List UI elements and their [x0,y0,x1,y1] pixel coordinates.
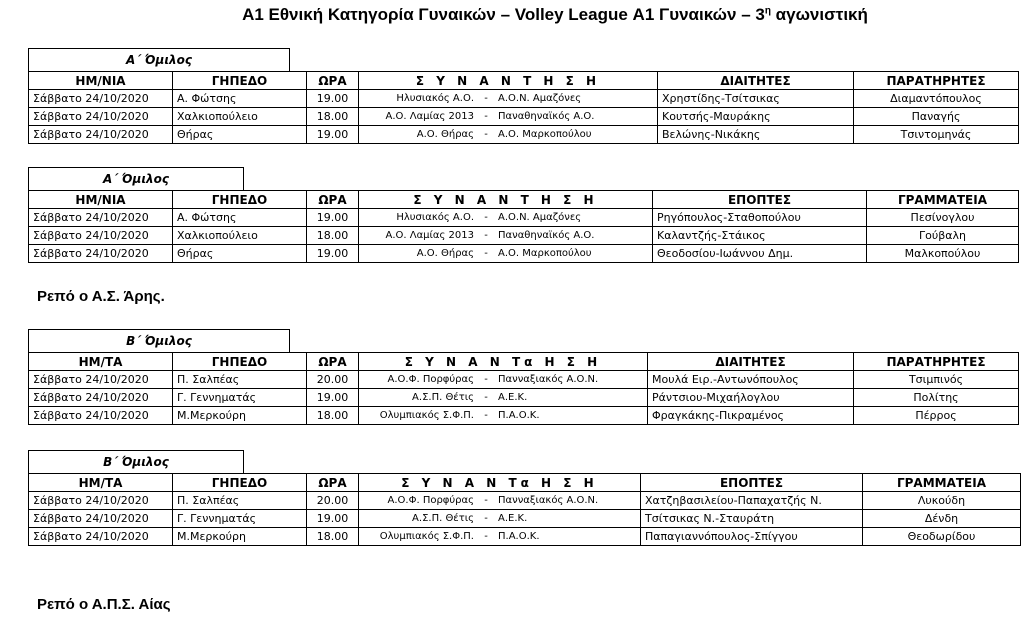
table-row [29,245,1019,263]
extra-cell: Πεσίνογλου [867,209,1019,227]
header-venue: ΓΗΠΕΔΟ [173,474,307,492]
match-separator: - [484,212,488,223]
header-date: ΗΜ/ΝΙΑ [29,72,173,90]
extra-cell: Τσιμπινός [854,371,1019,389]
header-venue: ΓΗΠΕΔΟ [173,191,307,209]
home-team: Α.Ο. Λαμίας 2013 [385,230,474,241]
away-team: Α.Ο.Ν. Αμαζόνες [498,212,582,223]
match-cell [359,407,648,425]
header-match: Σ Υ Ν Α Ν Τα Η Σ Η [359,353,648,371]
header-date: ΗΜ/ΤΑ [29,474,173,492]
time-cell: 19.00 [307,90,359,108]
time-cell: 19.00 [307,389,359,407]
time-cell: 19.00 [307,510,359,528]
header-venue: ΓΗΠΕΔΟ [173,353,307,371]
match-separator: - [484,513,488,524]
header-extra: ΓΡΑΜΜΑΤΕΙΑ [867,191,1019,209]
officials-cell: Μουλά Ειρ.-Αντωνόπουλος [648,371,854,389]
officials-cell: Βελώνης-Νικάκης [658,126,854,144]
time-cell: 20.00 [307,492,359,510]
match-separator: - [484,531,488,542]
date-cell: Σάββατο 24/10/2020 [29,407,173,425]
match-separator: - [484,248,488,259]
table-row [29,389,1019,407]
schedule-table [28,71,1019,144]
date-cell: Σάββατο 24/10/2020 [29,245,173,263]
venue-cell: Γ. Γεννηματάς [173,389,307,407]
officials-cell: Τσίτσικας Ν.-Σταυράτη [641,510,863,528]
header-extra: ΠΑΡΑΤΗΡΗΤΕΣ [854,72,1019,90]
date-cell: Σάββατο 24/10/2020 [29,389,173,407]
venue-cell: Θήρας [173,126,307,144]
document-title [0,5,1024,25]
time-cell: 18.00 [307,108,359,126]
header-officials: ΕΠΟΠΤΕΣ [641,474,863,492]
table-row [29,528,1021,546]
date-cell: Σάββατο 24/10/2020 [29,227,173,245]
extra-cell: Γούβαλη [867,227,1019,245]
home-team: Ηλυσιακός Α.Ο. [396,212,474,223]
table-row [29,371,1019,389]
date-cell: Σάββατο 24/10/2020 [29,510,173,528]
venue-cell: Χαλκιοπούλειο [173,227,307,245]
extra-cell: Πολίτης [854,389,1019,407]
table-row [29,108,1019,126]
home-team: Α.Ο. Λαμίας 2013 [385,111,474,122]
away-team: Α.Ο. Μαρκοπούλου [498,129,592,140]
venue-cell: Χαλκιοπούλειο [173,108,307,126]
match-cell [359,126,658,144]
home-team: Α.Ο. Θήρας [416,129,474,140]
away-team: Πανναξιακός Α.Ο.Ν. [498,374,599,385]
header-match: Σ Υ Ν Α Ν Τ Η Σ Η [359,191,653,209]
away-team: Α.Ε.Κ. [498,392,528,403]
officials-cell: Θεοδοσίου-Ιωάννου Δημ. [653,245,867,263]
header-date: ΗΜ/ΝΙΑ [29,191,173,209]
header-officials: ΔΙΑΙΤΗΤΕΣ [648,353,854,371]
table-row [29,407,1019,425]
venue-cell: Μ.Μερκούρη [173,528,307,546]
officials-cell: Φραγκάκης-Πικραμένος [648,407,854,425]
away-team: Α.Ε.Κ. [498,513,528,524]
home-team: Α.Σ.Π. Θέτις [412,513,474,524]
table-row [29,510,1021,528]
away-team: Π.Α.Ο.Κ. [498,410,540,421]
match-cell [359,209,653,227]
header-date: ΗΜ/ΤΑ [29,353,173,371]
match-separator: - [484,129,488,140]
schedule-table [28,190,1019,263]
away-team: Παναθηναϊκός Α.Ο. [498,111,595,122]
extra-cell: Θεοδωρίδου [863,528,1021,546]
time-cell: 18.00 [307,227,359,245]
match-separator: - [484,93,488,104]
match-separator: - [484,392,488,403]
schedule-table [28,473,1021,546]
header-row [29,353,1019,371]
officials-cell: Παπαγιαννόπουλος-Σπίγγου [641,528,863,546]
header-row [29,191,1019,209]
title-suffix: αγωνιστική [770,5,868,24]
rest-note-2: Ρεπό ο Α.Π.Σ. Αίας [37,596,171,613]
match-cell [359,90,658,108]
table-row [29,126,1019,144]
header-time: ΩΡΑ [307,353,359,371]
extra-cell: Λυκούδη [863,492,1021,510]
extra-cell: Παναγής [854,108,1019,126]
date-cell: Σάββατο 24/10/2020 [29,209,173,227]
match-separator: - [484,495,488,506]
match-separator: - [484,111,488,122]
match-cell [359,510,641,528]
date-cell: Σάββατο 24/10/2020 [29,126,173,144]
extra-cell: Διαμαντόπουλος [854,90,1019,108]
officials-cell: Χατζηβασιλείου-Παπαχατζής Ν. [641,492,863,510]
away-team: Πανναξιακός Α.Ο.Ν. [498,495,599,506]
away-team: Α.Ο. Μαρκοπούλου [498,248,592,259]
header-time: ΩΡΑ [307,474,359,492]
time-cell: 19.00 [307,245,359,263]
extra-cell: Μαλκοπούλου [867,245,1019,263]
officials-cell: Χρηστίδης-Τσίτσικας [658,90,854,108]
date-cell: Σάββατο 24/10/2020 [29,108,173,126]
table-row [29,492,1021,510]
away-team: Π.Α.Ο.Κ. [498,531,540,542]
venue-cell: Γ. Γεννηματάς [173,510,307,528]
date-cell: Σάββατο 24/10/2020 [29,492,173,510]
title-superscript: η [764,5,771,17]
header-time: ΩΡΑ [307,72,359,90]
group-label: Β΄ Όμιλος [28,450,244,473]
extra-cell: Πέρρος [854,407,1019,425]
match-cell [359,371,648,389]
officials-cell: Ράντσιου-Μιχαήλογλου [648,389,854,407]
table-row [29,227,1019,245]
officials-cell: Κουτσής-Μαυράκης [658,108,854,126]
header-officials: ΕΠΟΠΤΕΣ [653,191,867,209]
time-cell: 18.00 [307,407,359,425]
title-text: Α1 Εθνική Κατηγορία Γυναικών – Volley League Α1 Γυναικών – 3 [242,5,765,24]
header-time: ΩΡΑ [307,191,359,209]
home-team: Ηλυσιακός Α.Ο. [396,93,474,104]
venue-cell: Θήρας [173,245,307,263]
group-label: Α΄ Όμιλος [28,48,290,71]
header-match: Σ Υ Ν Α Ν Τ Η Σ Η [359,72,658,90]
header-row [29,72,1019,90]
table-row [29,90,1019,108]
away-team: Α.Ο.Ν. Αμαζόνες [498,93,582,104]
venue-cell: Α. Φώτσης [173,209,307,227]
schedule-table [28,352,1019,425]
match-separator: - [484,374,488,385]
header-extra: ΠΑΡΑΤΗΡΗΤΕΣ [854,353,1019,371]
header-match: Σ Υ Ν Α Ν Τα Η Σ Η [359,474,641,492]
match-separator: - [484,230,488,241]
rest-note-1: Ρεπό ο Α.Σ. Άρης. [37,288,165,305]
home-team: Α.Σ.Π. Θέτις [412,392,474,403]
match-cell [359,492,641,510]
officials-cell: Καλαντζής-Στάικος [653,227,867,245]
match-cell [359,227,653,245]
match-cell [359,389,648,407]
home-team: Α.Ο. Θήρας [416,248,474,259]
header-extra: ΓΡΑΜΜΑΤΕΙΑ [863,474,1021,492]
officials-cell: Ρηγόπουλος-Σταθοπούλου [653,209,867,227]
home-team: Α.Ο.Φ. Πορφύρας [387,495,474,506]
match-cell [359,245,653,263]
header-row [29,474,1021,492]
time-cell: 19.00 [307,126,359,144]
venue-cell: Α. Φώτσης [173,90,307,108]
away-team: Παναθηναϊκός Α.Ο. [498,230,595,241]
match-separator: - [484,410,488,421]
header-officials: ΔΙΑΙΤΗΤΕΣ [658,72,854,90]
venue-cell: Μ.Μερκούρη [173,407,307,425]
home-team: Ολυμπιακός Σ.Φ.Π. [379,410,474,421]
group-label: Α΄ Όμιλος [28,167,244,190]
table-row [29,209,1019,227]
home-team: Α.Ο.Φ. Πορφύρας [387,374,474,385]
time-cell: 20.00 [307,371,359,389]
home-team: Ολυμπιακός Σ.Φ.Π. [379,531,474,542]
date-cell: Σάββατο 24/10/2020 [29,528,173,546]
date-cell: Σάββατο 24/10/2020 [29,371,173,389]
match-cell [359,108,658,126]
time-cell: 18.00 [307,528,359,546]
time-cell: 19.00 [307,209,359,227]
match-cell [359,528,641,546]
venue-cell: Π. Σαλπέας [173,492,307,510]
group-label: Β΄ Όμιλος [28,329,290,352]
extra-cell: Δένδη [863,510,1021,528]
extra-cell: Τσιντομηνάς [854,126,1019,144]
date-cell: Σάββατο 24/10/2020 [29,90,173,108]
header-venue: ΓΗΠΕΔΟ [173,72,307,90]
venue-cell: Π. Σαλπέας [173,371,307,389]
